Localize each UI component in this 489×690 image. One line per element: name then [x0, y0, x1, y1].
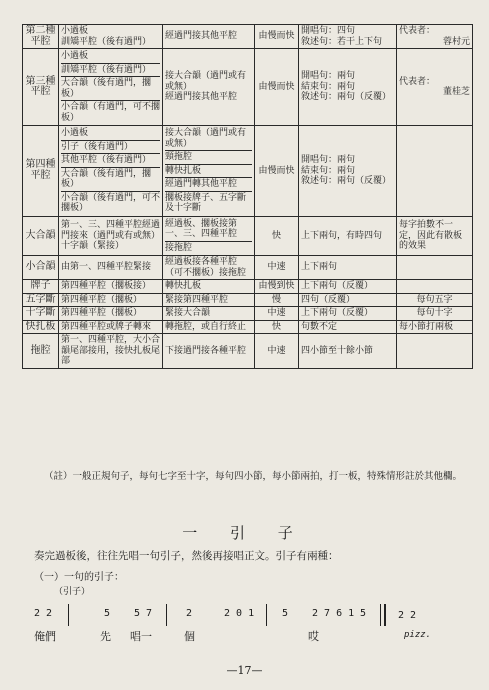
- music-label: （引子）: [54, 587, 91, 597]
- table-cell: 中速: [255, 256, 299, 280]
- table-cell: 開唱句：兩句 結束句：兩句 敘述句：兩句（反覆）: [299, 126, 397, 217]
- bar-line: [380, 604, 386, 626]
- table-cell: 中速: [255, 307, 299, 321]
- table-cell: 上下兩句，有時四句: [299, 216, 397, 256]
- lyric: 唱一: [130, 630, 152, 643]
- table-cell: 轉拖腔，或自行終止: [163, 320, 255, 334]
- table-cell: 快: [255, 320, 299, 334]
- music-notation: [34, 584, 464, 654]
- row-label: 十字斷: [23, 307, 59, 321]
- row-label: 第二種平腔: [23, 25, 59, 49]
- table-cell: 句數不定: [299, 320, 397, 334]
- section-title: 一 引 子: [182, 524, 307, 542]
- music-note: 5: [360, 608, 367, 619]
- table-row: [23, 25, 473, 49]
- table-cell: 由第一、四種平腔緊接: [59, 256, 163, 280]
- row-label: 牌子: [23, 280, 59, 294]
- table-cell: 上下兩句（反覆）: [299, 307, 397, 321]
- table-cell: 小過板 訓矯平腔（後有過門）: [59, 25, 163, 49]
- table-cell: 經過板、擱板接第一、三、四種平腔 接拖腔: [163, 216, 255, 256]
- lyric: 先: [100, 630, 111, 643]
- table-cell: 中速: [255, 334, 299, 369]
- table-cell: [397, 256, 473, 280]
- table-cell: 轉快扎板: [163, 280, 255, 294]
- table-cell: 代表者： 蓉村元: [397, 25, 473, 49]
- table-cell: 四句（反覆）: [299, 293, 397, 307]
- bar-line: [266, 604, 267, 626]
- table-row: [23, 280, 473, 294]
- table-cell: 由慢到快: [255, 280, 299, 294]
- row-label: 拖腔: [23, 334, 59, 369]
- table-cell: [397, 280, 473, 294]
- table-cell: [397, 126, 473, 217]
- table-row: [23, 216, 473, 256]
- music-note: 5 7: [134, 608, 153, 619]
- table-cell: 第四種平腔（擱板）: [59, 307, 163, 321]
- table-cell: [397, 334, 473, 369]
- music-note: 2 0 1: [224, 608, 255, 619]
- table-cell: 經過門接其他平腔: [163, 25, 255, 49]
- row-label: 第四種平腔: [23, 126, 59, 217]
- tempo-structure-table: [22, 24, 473, 369]
- table-cell: 每字拍數不一定，因此有散板的效果: [397, 216, 473, 256]
- table-cell: 每句十字: [397, 307, 473, 321]
- table-cell: 第四種平腔（擱板）: [59, 293, 163, 307]
- table-cell: 由慢而快: [255, 25, 299, 49]
- table-cell: 緊接大合韻: [163, 307, 255, 321]
- pizz-marking: pizz.: [404, 630, 432, 640]
- row-label: 五字斷: [23, 293, 59, 307]
- table-cell: 每小節打兩板: [397, 320, 473, 334]
- row-label: 快扎板: [23, 320, 59, 334]
- table-cell: 由慢而快: [255, 49, 299, 126]
- table-row: [23, 256, 473, 280]
- row-label: 第三種平腔: [23, 49, 59, 126]
- music-note: 5: [282, 608, 289, 619]
- table-cell: 開唱句：兩句 結束句：兩句 敘述句：兩句（反覆）: [299, 49, 397, 126]
- table-row: [23, 334, 473, 369]
- table-cell: 接大合韻（過門或有或無） 頸拖腔 轉快扎板 經過門轉其他平腔 擱板接牌子、五字斷及十字斷: [163, 126, 255, 217]
- table-cell: 開唱句：四句 敘述句：若干上下句: [299, 25, 397, 49]
- table-cell: 上下兩句: [299, 256, 397, 280]
- bar-line: [68, 604, 69, 626]
- table-row: [23, 126, 473, 217]
- table-cell: 每句五字: [397, 293, 473, 307]
- page-number: —17—: [226, 664, 263, 677]
- table-cell: 四小節至十餘小節: [299, 334, 397, 369]
- music-note: 2: [186, 608, 193, 619]
- lyric: 俺們: [34, 630, 56, 643]
- bar-line: [166, 604, 167, 626]
- music-note: 2 2: [398, 610, 417, 621]
- table-footnote: （註）一般正規句子，每句七字至十字，每句四小節，每小節兩拍，打一板，特殊情形註於其他欄。: [44, 471, 463, 482]
- sub-heading: （一）一句的引子：: [34, 572, 124, 583]
- intro-text: 奏完過板後，往往先唱一句引子，然後再接唱正文。引子有兩種：: [34, 550, 339, 562]
- music-note: 2 2: [34, 608, 53, 619]
- table-cell: 慢: [255, 293, 299, 307]
- table-row: [23, 307, 473, 321]
- table-row: [23, 293, 473, 307]
- table-cell: 下接過門接各種平腔: [163, 334, 255, 369]
- table-cell: 由慢而快: [255, 126, 299, 217]
- table-cell: 接大合韻（過門或有或無） 經過門接其他平腔: [163, 49, 255, 126]
- table-cell: 緊接第四種平腔: [163, 293, 255, 307]
- music-note: 5: [104, 608, 111, 619]
- table-row: [23, 320, 473, 334]
- table-cell: 第四種平腔（擱板接）: [59, 280, 163, 294]
- table-cell: 小過板 引子（後有過門） 其他平腔（後有過門） 大合韻（後有過門，擱板） 小合韻（後有過門，可不擱板）: [59, 126, 163, 217]
- table-cell: 代表者： 董桂芝: [397, 49, 473, 126]
- row-label: 大合韻: [23, 216, 59, 256]
- table-cell: 第四種平腔或牌子轉來: [59, 320, 163, 334]
- table-cell: 第一、四種平腔，大小合韻尾部接用，接快扎板尾部: [59, 334, 163, 369]
- table-cell: 上下兩句（反覆）: [299, 280, 397, 294]
- table-cell: 快: [255, 216, 299, 256]
- music-note: 2 7 6 1: [312, 608, 355, 619]
- table-cell: 第一、三、四種平腔經過門接來（過門或有或無）十字韻（緊接）: [59, 216, 163, 256]
- table-row: [23, 49, 473, 126]
- table-cell: 小過板 訓矯平腔（後有過門） 大合韻（後有過門，擱板） 小合韻（有過門，可不擱板）: [59, 49, 163, 126]
- lyric: 個: [184, 630, 195, 643]
- row-label: 小合韻: [23, 256, 59, 280]
- lyric: 哎: [308, 630, 319, 643]
- table-cell: 經過板接各種平腔（可不擱板）接拖腔: [163, 256, 255, 280]
